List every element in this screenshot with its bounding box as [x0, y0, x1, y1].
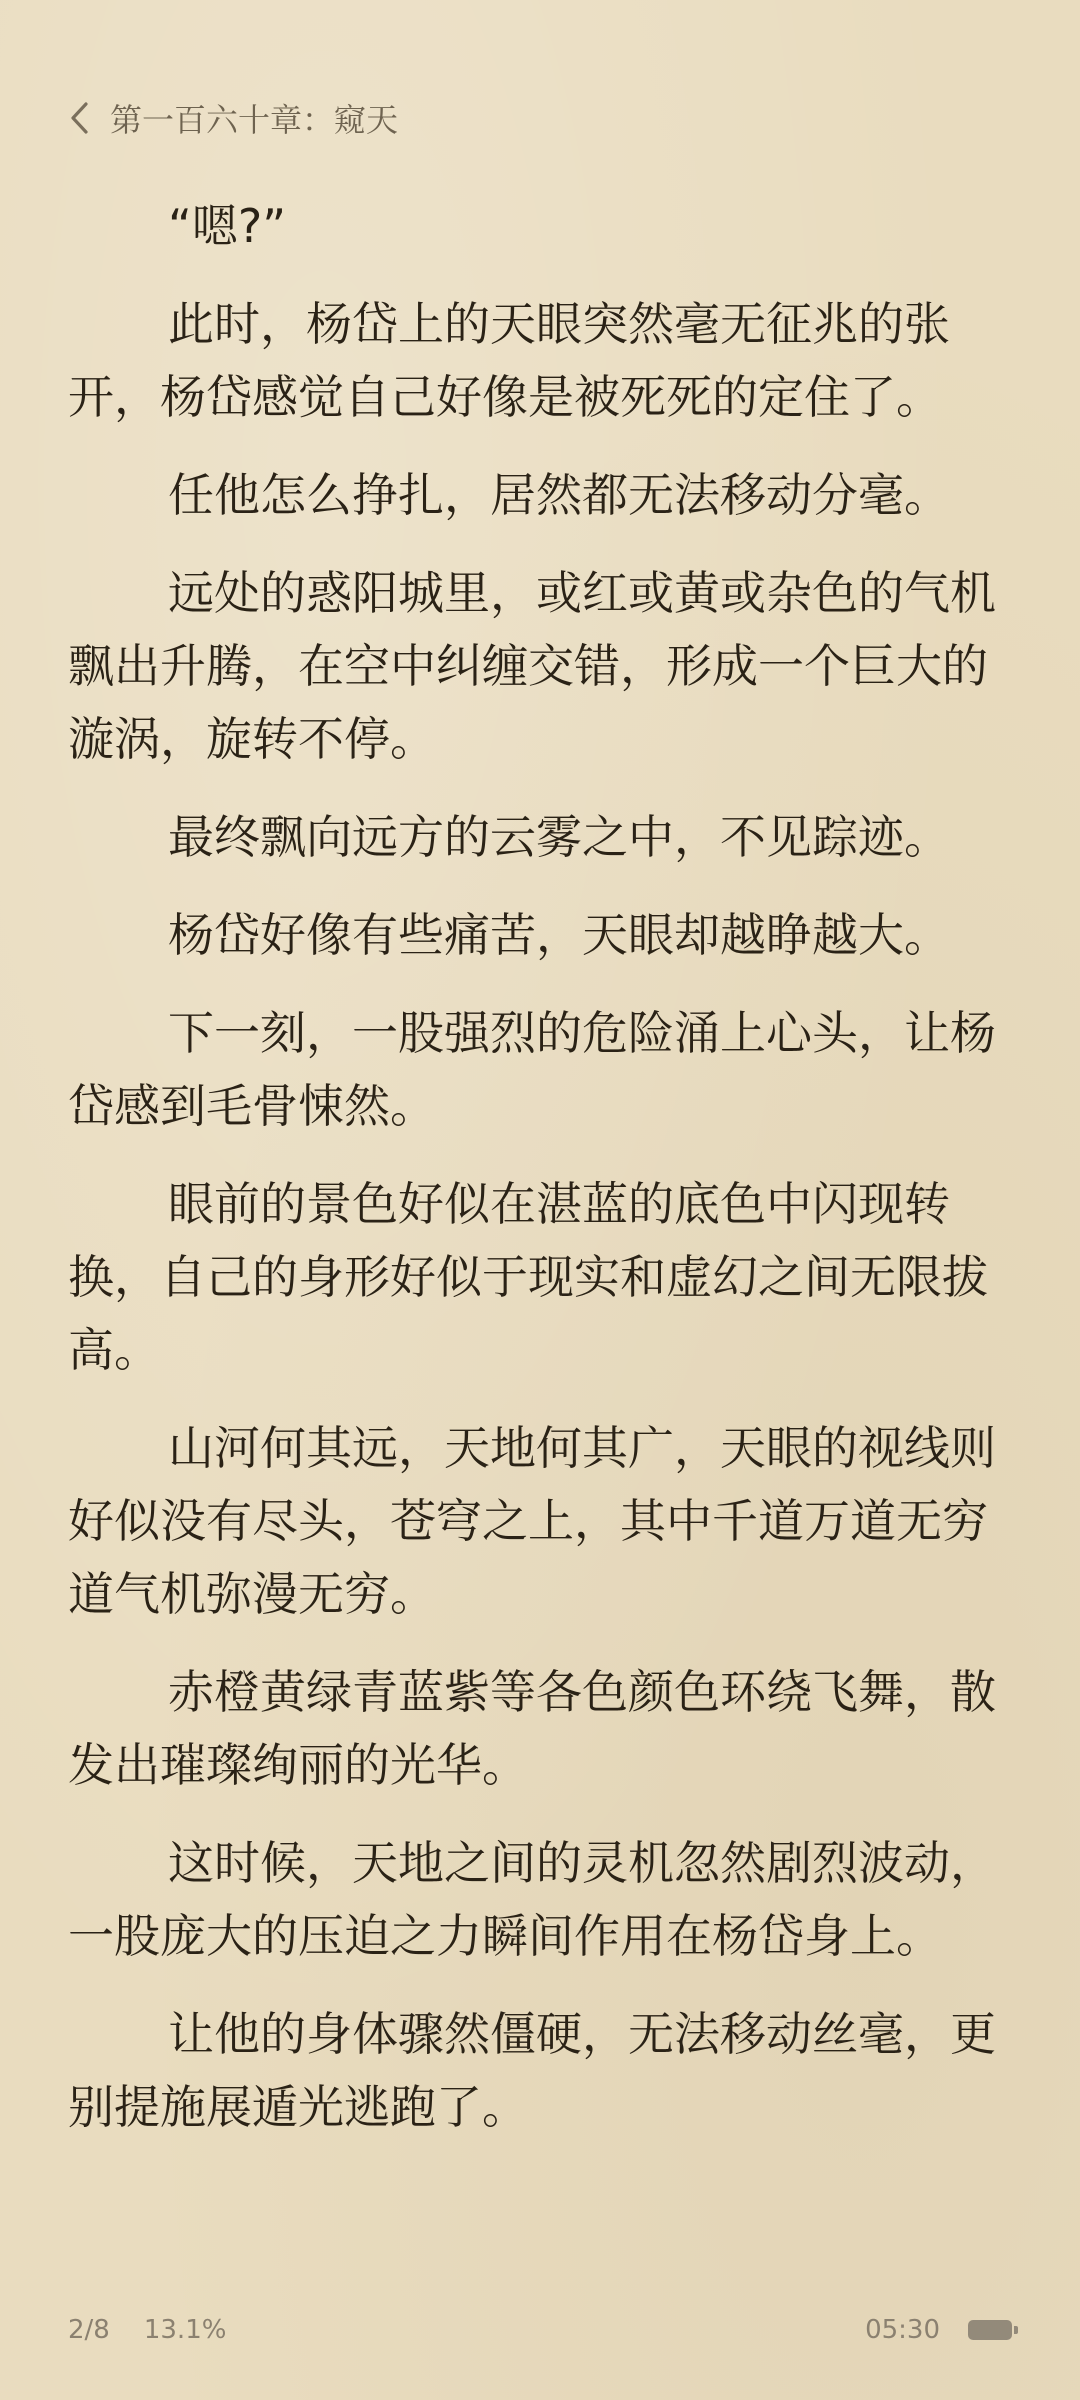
paragraph: 让他的身体骤然僵硬，无法移动丝毫，更别提施展遁光逃跑了。: [68, 2007, 996, 2134]
paragraph: 远处的惑阳城里，或红或黄或杂色的气机飘出升腾，在空中纠缠交错，形成一个巨大的漩涡，旋转不停。: [68, 566, 996, 766]
chapter-content: [68, 190, 1012, 2169]
paragraph: 杨岱好像有些痛苦，天眼却越睁越大。: [168, 908, 950, 962]
battery-icon: [968, 2320, 1012, 2340]
paragraph: 赤橙黄绿青蓝紫等各色颜色环绕飞舞，散发出璀璨绚丽的光华。: [68, 1665, 996, 1792]
clock-time: 05:30: [865, 2315, 940, 2345]
paragraph: 此时，杨岱上的天眼突然毫无征兆的张开，杨岱感觉自己好像是被死死的定住了。: [68, 297, 950, 424]
paragraph: 山河何其远，天地何其广，天眼的视线则好似没有尽头，苍穹之上，其中千道万道无穷道气机弥漫无穷。: [68, 1421, 996, 1621]
chevron-left-icon[interactable]: [68, 98, 104, 138]
reading-progress: 13.1%: [143, 2315, 227, 2345]
reader-footer: [68, 2310, 1012, 2350]
paragraph: “嗯?”: [168, 199, 287, 253]
paragraph: 任他怎么挣扎，居然都无法移动分毫。: [168, 468, 950, 522]
chapter-title: 第一百六十章：窥天: [110, 101, 399, 139]
paragraph: 这时候，天地之间的灵机忽然剧烈波动，一股庞大的压迫之力瞬间作用在杨岱身上。: [68, 1836, 996, 1963]
page-indicator: 2/8: [68, 2315, 110, 2345]
paragraph: 最终飘向远方的云雾之中，不见踪迹。: [168, 810, 950, 864]
reader-header[interactable]: [68, 96, 398, 140]
paragraph: 眼前的景色好似在湛蓝的底色中闪现转换，自己的身形好似于现实和虚幻之间无限拔高。: [68, 1177, 988, 1377]
paragraph: 下一刻，一股强烈的危险涌上心头，让杨岱感到毛骨悚然。: [68, 1006, 996, 1133]
